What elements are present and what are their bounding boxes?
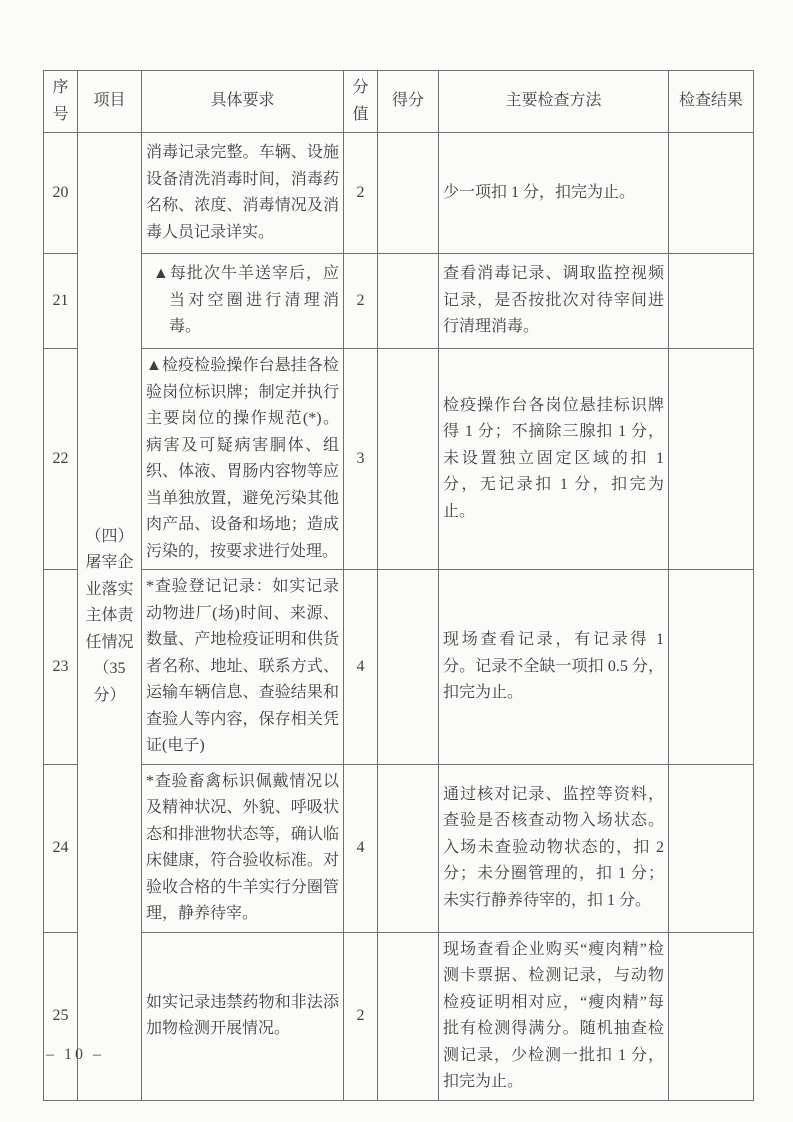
requirement-cell: ▲检疫检验操作台悬挂各检验岗位标识牌；制定并执行主要岗位的操作规范(*)。病害及可疑病害胴体、组织、体液、胃肠内容物等应当单独放置，避免污染其他肉产品、设备和场地；造成污染的，按要求进行处理。	[142, 349, 344, 570]
method-cell: 现场查看企业购买“瘦肉精”检测卡票据、检测记录，与动物检疫证明相对应，“瘦肉精”每批有检测得满分。随机抽查检测记录，少检测一批扣 1 分，扣完为止。	[439, 932, 669, 1100]
result-cell	[669, 254, 754, 349]
inspection-table	[43, 70, 754, 1101]
requirement-cell: *查验登记记录：如实记录动物进厂(场)时间、来源、数量、产地检疫证明和供货者名称、地址、联系方式、运输车辆信息、查验结果和查验人等内容，保存相关凭证(电子)	[142, 570, 344, 765]
page-number: – 10 –	[46, 1046, 104, 1063]
earned-cell	[378, 932, 439, 1100]
row-no: 21	[44, 254, 78, 349]
col-header-result: 检查结果	[669, 71, 754, 133]
col-header-requirement: 具体要求	[142, 71, 344, 133]
method-cell: 现场查看记录，有记录得 1 分。记录不全缺一项扣 0.5 分，扣完为止。	[439, 570, 669, 765]
earned-cell	[378, 349, 439, 570]
earned-cell	[378, 570, 439, 765]
score-cell: 2	[344, 932, 378, 1100]
row-no: 24	[44, 764, 78, 932]
row-no: 25	[44, 932, 78, 1100]
col-header-no: 序号	[44, 71, 78, 133]
table-row	[44, 254, 754, 349]
row-no: 22	[44, 349, 78, 570]
header-row	[44, 71, 754, 133]
table-row	[44, 570, 754, 765]
score-cell: 4	[344, 570, 378, 765]
col-header-project: 项目	[78, 71, 142, 133]
requirement-cell: *查验畜禽标识佩戴情况以及精神状况、外貌、呼吸状态和排泄物状态等，确认临床健康，符合验收标准。对验收合格的牛羊实行分圈管理，静养待宰。	[142, 764, 344, 932]
earned-cell	[378, 133, 439, 254]
method-cell: 查看消毒记录、调取监控视频记录，是否按批次对待宰间进行清理消毒。	[439, 254, 669, 349]
requirement-cell: 消毒记录完整。车辆、设施设备清洗消毒时间，消毒药名称、浓度、消毒情况及消毒人员记录详实。	[142, 133, 344, 254]
col-header-method: 主要检查方法	[439, 71, 669, 133]
earned-cell	[378, 254, 439, 349]
method-cell: 通过核对记录、监控等资料，查验是否核查动物入场状态。入场未查验动物状态的，扣 2 分；未分圈管理的，扣 1 分；未实行静养待宰的，扣 1 分。	[439, 764, 669, 932]
category-cell: （四）屠宰企业落实主体责任情况（35分）	[78, 133, 142, 1101]
score-cell: 3	[344, 349, 378, 570]
score-cell: 2	[344, 254, 378, 349]
result-cell	[669, 133, 754, 254]
requirement-cell: ▲每批次牛羊送宰后，应当对空圈进行清理消毒。	[142, 254, 344, 349]
result-cell	[669, 764, 754, 932]
score-cell: 2	[344, 133, 378, 254]
method-cell: 检疫操作台各岗位悬挂标识牌得 1 分；不摘除三腺扣 1 分，未设置独立固定区域的扣 1 分，无记录扣 1 分，扣完为止。	[439, 349, 669, 570]
method-cell: 少一项扣 1 分，扣完为止。	[439, 133, 669, 254]
score-cell: 4	[344, 764, 378, 932]
result-cell	[669, 349, 754, 570]
table-row	[44, 133, 754, 254]
table-row	[44, 932, 754, 1100]
table-row	[44, 349, 754, 570]
result-cell	[669, 570, 754, 765]
row-no: 20	[44, 133, 78, 254]
col-header-earned: 得分	[378, 71, 439, 133]
result-cell	[669, 932, 754, 1100]
row-no: 23	[44, 570, 78, 765]
requirement-cell: 如实记录违禁药物和非法添加物检测开展情况。	[142, 932, 344, 1100]
earned-cell	[378, 764, 439, 932]
col-header-score: 分值	[344, 71, 378, 133]
table-row	[44, 764, 754, 932]
